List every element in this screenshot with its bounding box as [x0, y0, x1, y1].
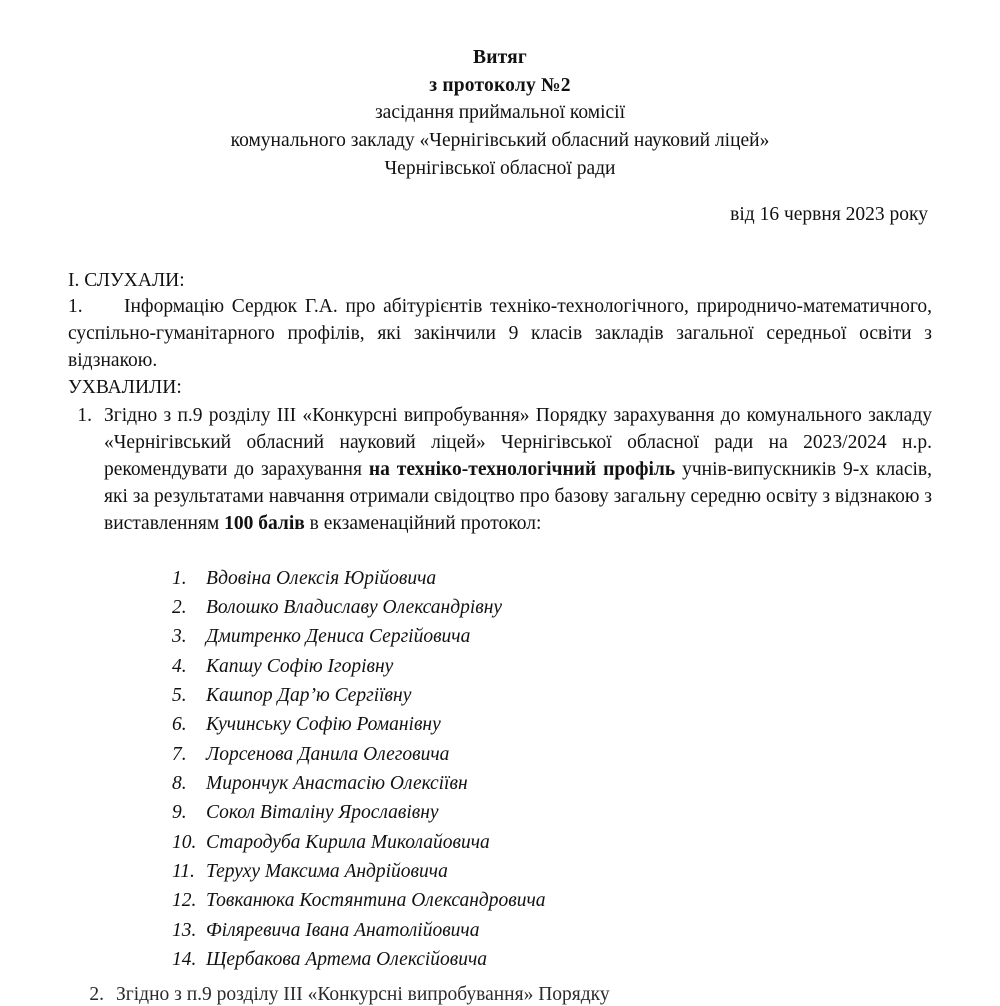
list-item-name: Кашпор Дар’ю Сергіївну: [206, 685, 412, 707]
list-item: [172, 710, 932, 739]
decided-text-part-2: учнів-випускників 9-х класів, які за результатами навчання отримали свідоцтво про базову загальну середню освіту з відзнакою з виставленням: [104, 458, 932, 534]
heard-item-text: Інформацію Сердюк Г.А. про абітурієнтів техніко-технологічного, природничо-математичного, суспільно-гуманітарного профілів, які закінчили 9 класів закладів загальної середньої освіти з відзнакою.: [68, 296, 932, 372]
header-line-1: засідання приймальної комісії: [374, 102, 626, 124]
list-item-name: Лорсенова Данила Олеговича: [206, 743, 450, 765]
list-item-name: Капшу Софію Ігорівну: [206, 655, 394, 677]
list-item: [172, 798, 932, 827]
list-item-index: 11.: [172, 861, 195, 883]
decided-item: [68, 403, 932, 538]
list-item-name: Дмитренко Дениса Сергійовича: [206, 626, 471, 648]
list-item-index: 12.: [172, 890, 197, 912]
heard-item: [68, 294, 932, 375]
section-decided-label: УХВАЛИЛИ:: [68, 377, 182, 399]
decided-text-part-1: Згідно з п.9 розділу III «Конкурсні випробування» Порядку зарахування до комунального закладу «Чернігівський обласний науковий ліцей» Чернігівської обласної ради на 2023/2024 н.р. рекомендувати до зарахування: [104, 405, 932, 480]
list-item-name: Стародуба Кирила Миколайовича: [206, 831, 490, 853]
protocol-number: з протоколу №2: [429, 74, 571, 96]
document-title: Витяг: [473, 47, 527, 68]
list-item: [172, 916, 932, 945]
list-item: [172, 769, 932, 798]
decided-text-bold-2: 100 балів: [224, 512, 305, 534]
list-item-name: Мирончук Анастасію Олексіївн: [206, 773, 468, 795]
list-item-index: 6.: [172, 714, 187, 736]
list-item-index: 5.: [172, 685, 187, 707]
header-line-2: комунального закладу «Чернігівський обласний науковий ліцей»: [230, 130, 770, 152]
section-heard-label: I. СЛУХАЛИ:: [68, 270, 185, 292]
list-item-index: 13.: [172, 919, 197, 941]
list-item: [172, 681, 932, 710]
heard-item-number: 1.: [68, 296, 83, 318]
students-list: [68, 564, 932, 975]
list-item-index: 2.: [172, 597, 187, 619]
header-line-3: Чернігівської обласної ради: [384, 157, 616, 179]
list-item-name: Товканюка Костянтина Олександровича: [206, 890, 546, 912]
list-item-index: 3.: [172, 626, 187, 648]
next-item-text: Згідно з п.9 розділу III «Конкурсні випробування» Порядку: [116, 984, 610, 1005]
list-item: [172, 564, 932, 593]
list-item: [172, 945, 932, 974]
list-item-index: 4.: [172, 655, 187, 677]
list-item-index: 9.: [172, 802, 187, 824]
list-item-name: Теруху Максима Андрійовича: [206, 861, 448, 883]
list-item-name: Щербакова Артема Олексійовича: [206, 949, 488, 971]
decided-text-bold-1: на техніко-технологічний профіль: [368, 458, 676, 480]
next-item-marker: 2.: [89, 984, 104, 1005]
list-item: [172, 740, 932, 769]
document-date: від 16 червня 2023 року: [730, 204, 928, 226]
list-item-index: 7.: [172, 743, 187, 765]
list-item-index: 10.: [172, 831, 197, 853]
decided-item-marker: 1.: [77, 405, 92, 427]
decided-item-body: [104, 403, 932, 538]
list-item-name: Вдовіна Олексія Юрійовича: [206, 567, 437, 589]
list-item: [172, 828, 932, 857]
list-item: [172, 857, 932, 886]
list-item-name: Сокол Віталіну Ярославівну: [206, 802, 439, 824]
list-item-name: Волошко Владиславу Олександрівну: [206, 597, 503, 619]
list-item: [172, 593, 932, 622]
decided-text-part-3: в екзаменаційний протокол:: [304, 512, 542, 534]
list-item: [172, 652, 932, 681]
list-item-name: Філяревича Івана Анатолійовича: [206, 919, 480, 941]
document-header: [68, 44, 932, 182]
list-item: [172, 886, 932, 915]
list-item-index: 14.: [172, 949, 197, 971]
next-item-partial: [68, 984, 932, 1006]
list-item-index: 1.: [172, 567, 187, 589]
list-item-name: Кучинську Софію Романівну: [206, 714, 441, 736]
list-item-index: 8.: [172, 773, 187, 795]
list-item: [172, 622, 932, 651]
